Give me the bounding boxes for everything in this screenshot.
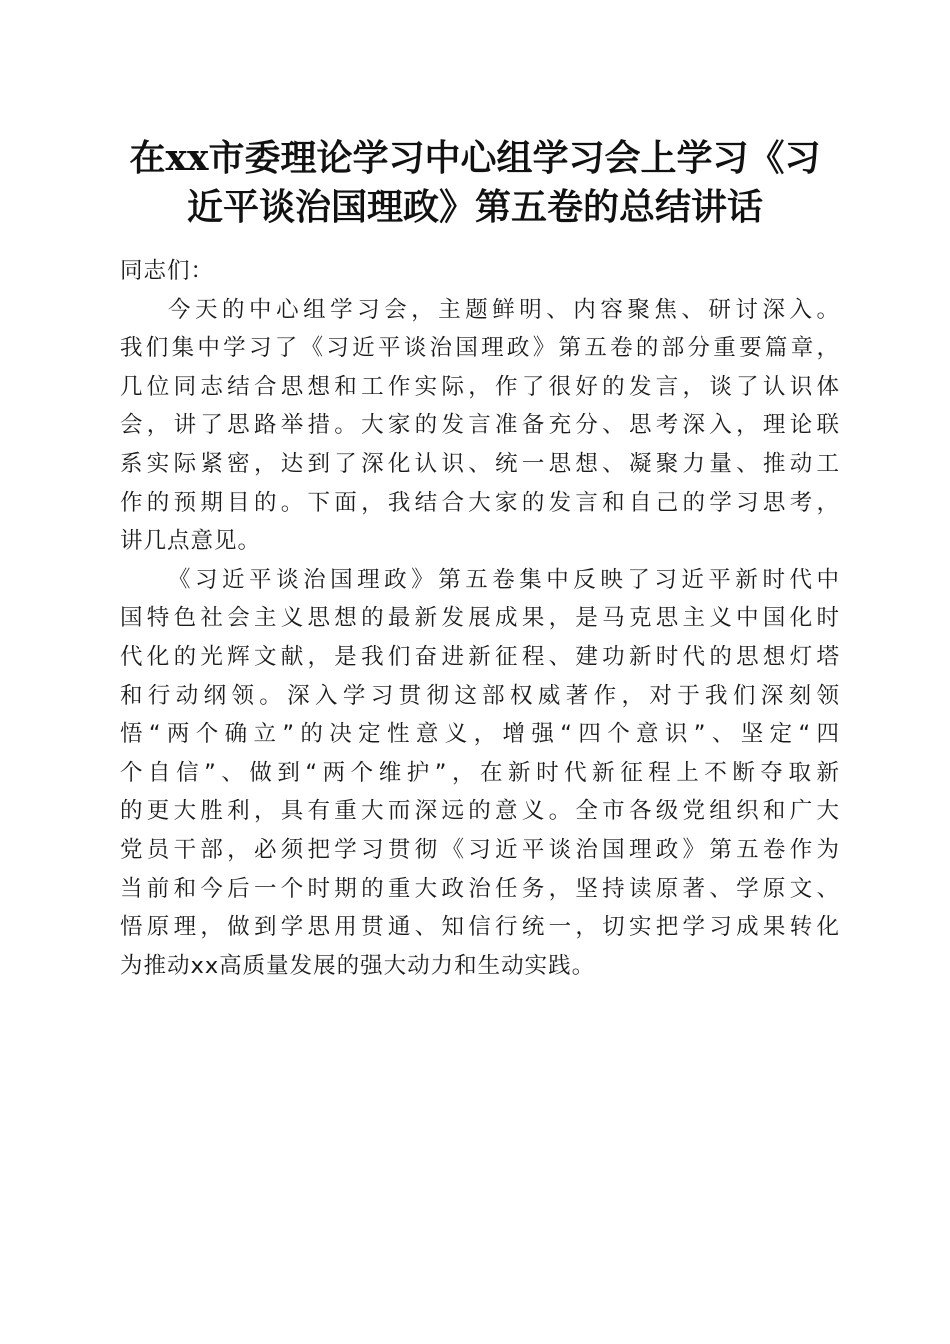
paragraph-line: 国特色社会主义思想的最新发展成果，是马克思主义中国化时 bbox=[120, 605, 840, 632]
paragraph-line: 个自信”、做到“两个维护”，在新时代新征程上不断夺取新 bbox=[120, 759, 840, 786]
paragraph-line: 和行动纲领。深入学习贯彻这部权威著作，对于我们深刻领 bbox=[120, 682, 840, 709]
paragraph-line: 几位同志结合思想和工作实际，作了很好的发言，谈了认识体 bbox=[120, 373, 840, 400]
paragraph-line: 会，讲了思路举措。大家的发言准备充分、思考深入，理论联 bbox=[120, 412, 840, 439]
paragraph-line: 我们集中学习了《习近平谈治国理政》第五卷的部分重要篇章， bbox=[120, 335, 840, 362]
salutation: 同志们： bbox=[120, 258, 215, 284]
paragraph-line: 系实际紧密，达到了深化认识、统一思想、凝聚力量、推动工 bbox=[120, 450, 840, 477]
title-line: 在xx市委理论学习中心组学习会上学习《习 bbox=[129, 137, 821, 179]
paragraph-line: 代化的光辉文献，是我们奋进新征程、建功新时代的思想灯塔 bbox=[120, 643, 840, 670]
title-line: 近平谈治国理政》第五卷的总结讲话 bbox=[186, 186, 763, 228]
paragraph-line: 当前和今后一个时期的重大政治任务，坚持读原著、学原文、 bbox=[120, 875, 840, 902]
paragraph-2 bbox=[120, 561, 840, 986]
paragraph-line: 讲几点意见。 bbox=[120, 528, 262, 555]
paragraph-line: 的更大胜利，具有重大而深远的意义。全市各级党组织和广大 bbox=[120, 798, 840, 825]
paragraph-line: 为推动xx高质量发展的强大动力和生动实践。 bbox=[120, 952, 596, 979]
paragraph-1 bbox=[120, 291, 840, 561]
paragraph-line: 党员干部，必须把学习贯彻《习近平谈治国理政》第五卷作为 bbox=[120, 836, 840, 863]
paragraph-line: 作的预期目的。下面，我结合大家的发言和自己的学习思考， bbox=[120, 489, 840, 516]
paragraph-line: 今天的中心组学习会，主题鲜明、内容聚焦、研讨深入。 bbox=[168, 296, 840, 323]
document-title bbox=[110, 134, 840, 232]
document-body bbox=[120, 252, 840, 985]
paragraph-line: 悟“两个确立”的决定性意义，增强“四个意识”、坚定“四 bbox=[120, 721, 840, 748]
paragraph-line: 悟原理，做到学思用贯通、知信行统一，切实把学习成果转化 bbox=[120, 914, 840, 941]
paragraph-line: 《习近平谈治国理政》第五卷集中反映了习近平新时代中 bbox=[168, 566, 840, 593]
